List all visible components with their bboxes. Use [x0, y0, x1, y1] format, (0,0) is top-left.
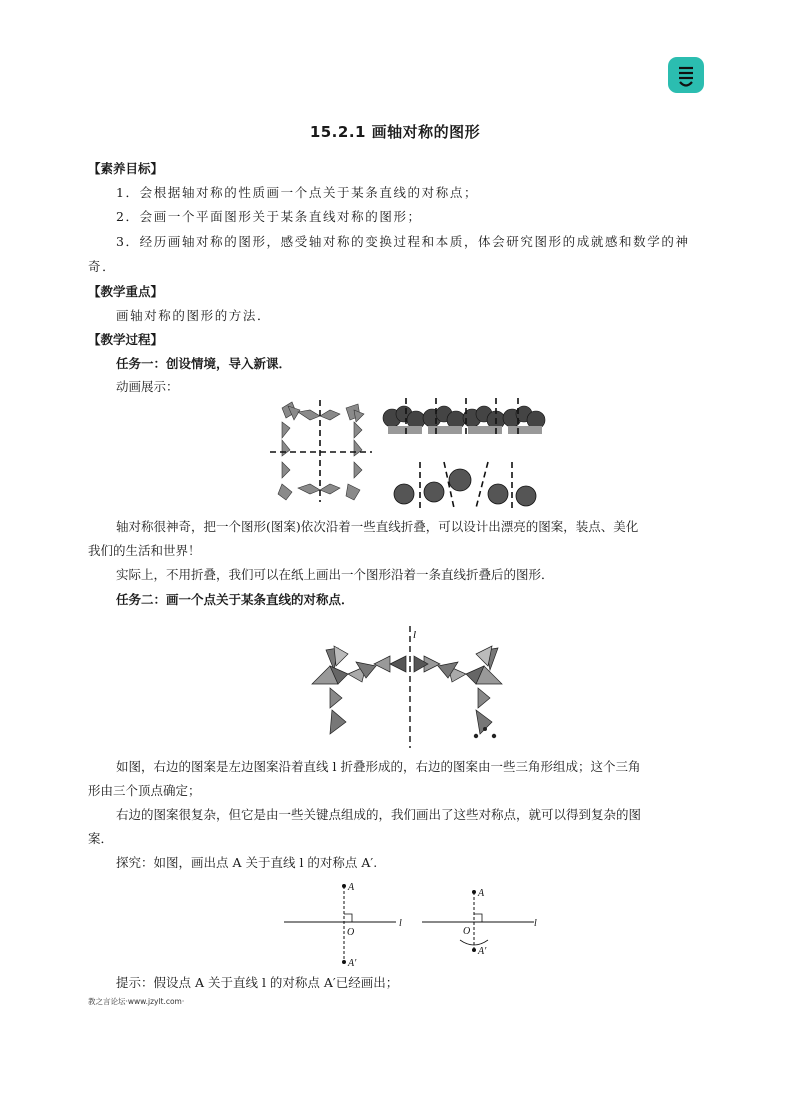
folding-patterns-figure	[268, 398, 568, 508]
label-O-1: O	[347, 927, 355, 938]
goal-3-cont: 奇．	[88, 259, 117, 274]
goal-3: 3．经历画轴对称的图形，感受轴对称的变换过程和本质，体会研究图形的成就感和数学的神	[116, 234, 690, 249]
page-title: 15.2.1 画轴对称的图形	[309, 123, 481, 141]
footer-source: 教之言论坛·www.jzylt.com·	[88, 997, 185, 1006]
task1-para1-line1: 轴对称很神奇，把一个图形(图案)依次沿着一些直线折叠，可以设计出漂亮的图案，装点、美化	[116, 519, 639, 534]
label-A-1: A	[348, 882, 355, 893]
label-A-prime-1: A′	[348, 958, 357, 969]
task2-para2-line1: 右边的图案很复杂，但它是由一些关键点组成的，我们画出了这些对称点，就可以得到复杂的图	[116, 807, 642, 822]
task2-para1-line1: 如图，右边的图案是左边图案沿着直线 l 折叠形成的，右边的图案由一些三角形组成；这个三角	[116, 759, 641, 774]
process-heading: 【教学过程】	[88, 332, 164, 347]
task2-para1-line2: 形由三个顶点确定；	[88, 783, 201, 798]
task2-heading: 任务二：画一个点关于某条直线的对称点．	[116, 592, 354, 607]
task1-para2: 实际上，不用折叠，我们可以在纸上画出一个图形沿着一条直线折叠后的图形．	[116, 567, 554, 582]
site-logo	[668, 57, 704, 93]
label-O-2: O	[463, 926, 471, 937]
key-heading: 【教学重点】	[88, 284, 164, 299]
goals-heading: 【素养目标】	[88, 161, 164, 176]
label-A-2: A	[478, 888, 485, 899]
task2-explore: 探究：如图，画出点 A 关于直线 l 的对称点 A′.	[116, 855, 378, 870]
label-A-prime-2: A′	[478, 946, 487, 957]
menu-smile-icon	[668, 57, 704, 93]
task1-para1-line2: 我们的生活和世界！	[88, 543, 201, 558]
symmetric-point-diagram	[282, 878, 542, 970]
task2-para2-line2: 案．	[88, 831, 114, 846]
task1-intro: 动画展示：	[116, 379, 179, 394]
goal-2: 2．会画一个平面图形关于某条直线对称的图形；	[116, 209, 422, 224]
label-l-2: l	[534, 918, 537, 929]
label-l-1: l	[399, 918, 402, 929]
task2-hint: 提示：假设点 A 关于直线 l 的对称点 A′已经画出；	[116, 975, 399, 990]
goal-1: 1．会根据轴对称的性质画一个点关于某条直线的对称点；	[116, 185, 479, 200]
axis-label-l: l	[413, 629, 417, 641]
key-text: 画轴对称的图形的方法．	[116, 308, 272, 323]
task1-heading: 任务一：创设情境，导入新课．	[116, 356, 292, 371]
reflection-figure	[308, 626, 518, 748]
